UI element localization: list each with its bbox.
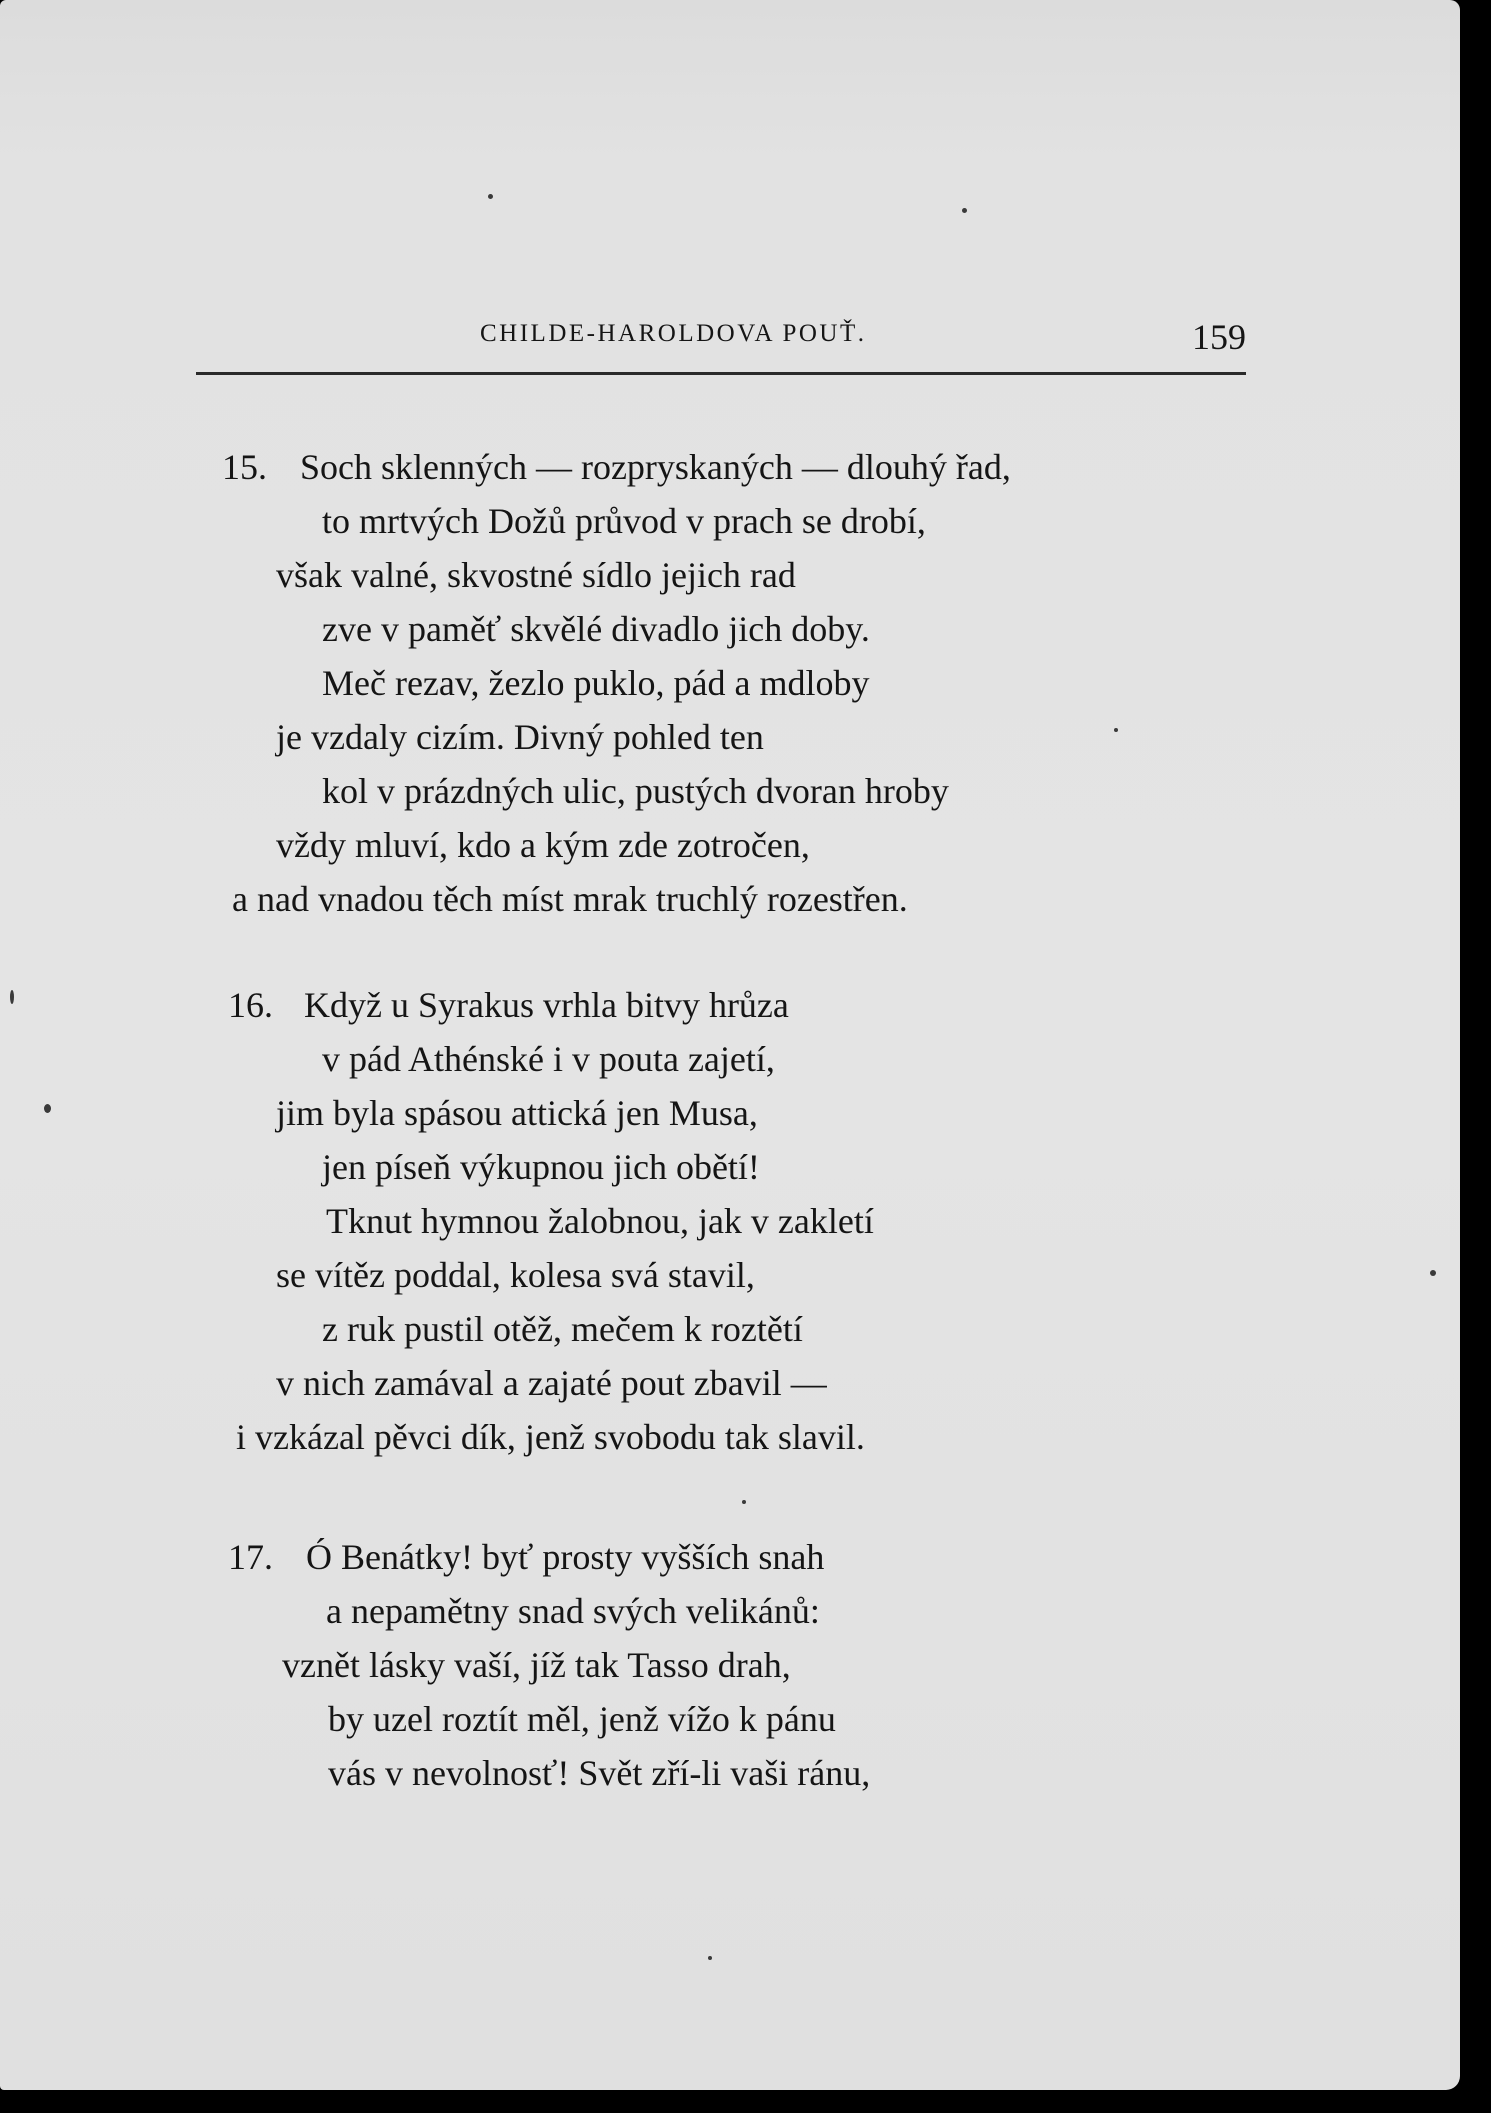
verse-line: jim byla spásou attická jen Musa,: [276, 1093, 758, 1133]
verse-line: a nad vnadou těch míst mrak truchlý rozestřen.: [232, 879, 908, 919]
verse-line: zve v paměť skvělé divadlo jich doby.: [322, 609, 870, 649]
scan-speck: [708, 1956, 712, 1960]
scan-speck: [488, 194, 493, 199]
verse-line: a nepamětny snad svých velikánů:: [326, 1591, 820, 1631]
verse-line: však valné, skvostné sídlo jejich rad: [276, 555, 796, 595]
verse-line: z ruk pustil otěž, mečem k roztětí: [322, 1309, 803, 1349]
verse-line: Když u Syrakus vrhla bitvy hrůza: [304, 985, 789, 1025]
scan-speck: [44, 1104, 51, 1113]
verse-line: v nich zamával a zajaté pout zbavil —: [276, 1363, 827, 1403]
verse-line: v pád Athénské i v pouta zajetí,: [322, 1039, 775, 1079]
verse-line: Ó Benátky! byť prosty vyšších snah: [306, 1537, 825, 1577]
verse-line: se vítěz poddal, kolesa svá stavil,: [276, 1255, 755, 1295]
verse-line: vznět lásky vaší, jíž tak Tasso drah,: [282, 1645, 791, 1685]
header-title: CHILDE-HAROLDOVA POUŤ.: [480, 320, 867, 347]
scan-speck: [962, 208, 967, 213]
stanza-number: 17.: [228, 1537, 273, 1577]
verse-line: Soch sklenných — rozpryskaných — dlouhý řad,: [300, 447, 1011, 487]
stanza-number: 15.: [222, 447, 267, 487]
scan-speck: [10, 990, 14, 1004]
verse-line: je vzdaly cizím. Divný pohled ten: [276, 717, 764, 757]
verse-line: i vzkázal pěvci dík, jenž svobodu tak slavil.: [236, 1417, 865, 1457]
running-head: [198, 316, 1246, 360]
verse-line: by uzel roztít měl, jenž vížo k pánu: [328, 1699, 836, 1739]
verse-line: kol v prázdných ulic, pustých dvoran hroby: [322, 771, 949, 811]
verse-line: Meč rezav, žezlo puklo, pád a mdloby: [322, 663, 870, 703]
verse-line: to mrtvých Dožů průvod v prach se drobí,: [322, 501, 926, 541]
verse-line: vždy mluví, kdo a kým zde zotročen,: [276, 825, 810, 865]
scan-speck: [742, 1500, 746, 1504]
page-number: 159: [1192, 317, 1246, 357]
verse-line: vás v nevolnosť! Svět zří-li vaši ránu,: [328, 1753, 871, 1793]
scan-speck: [1430, 1270, 1436, 1276]
stanza-number: 16.: [228, 985, 273, 1025]
verse-line: jen píseň výkupnou jich obětí!: [322, 1147, 760, 1187]
verse-line: Tknut hymnou žalobnou, jak v zakletí: [326, 1201, 874, 1241]
header-rule: [196, 372, 1246, 375]
scan-speck: [1114, 728, 1118, 732]
